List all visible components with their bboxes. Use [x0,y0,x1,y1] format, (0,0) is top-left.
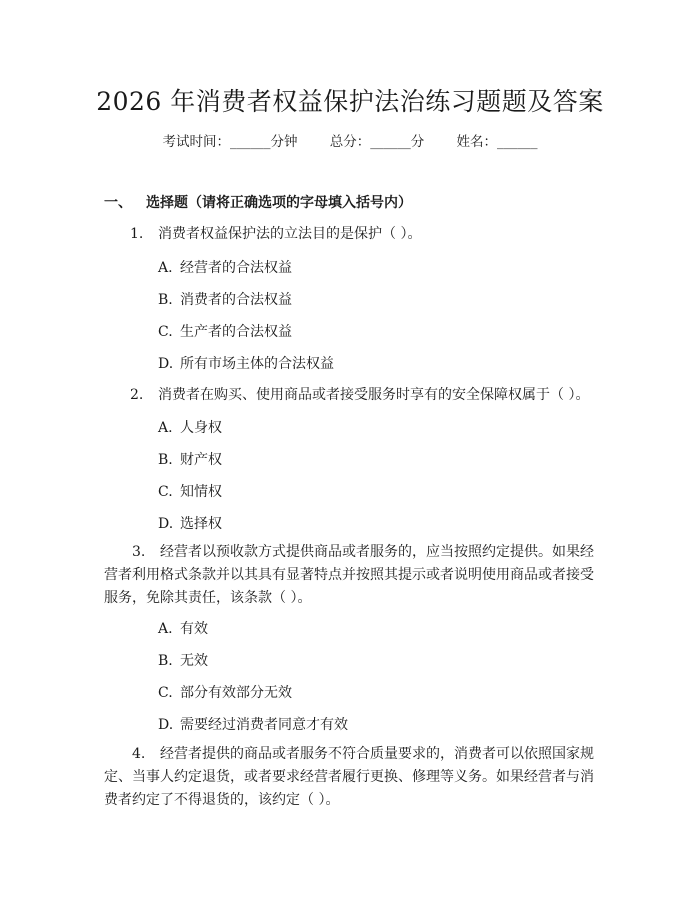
option-1c [158,321,292,341]
page-title: 2026 年消费者权益保护法治练习题题及答案 [96,87,604,116]
option-2d [158,513,222,533]
option-text: 生产者的合法权益 [180,324,292,340]
question-number: 3. [132,544,146,560]
option-text: 人身权 [180,420,222,436]
option-text: 无效 [180,653,208,669]
exam-meta [0,130,700,150]
question-text: 经营者以预收款方式提供商品或者服务的，应当按照约定提供。如果经营者利用格式条款并以其具有显著特点并按照其提示或者说明使用商品或者接受服务，免除其责任，该条款（ ）。 [104,544,594,606]
option-1d [158,353,334,373]
option-letter: D. [158,717,174,733]
question-text: 消费者权益保护法的立法目的是保护（ ）。 [158,226,422,242]
option-letter: D. [158,356,174,372]
total-score: 总分：______分 [329,134,425,150]
option-letter: B. [158,292,173,308]
option-text: 所有市场主体的合法权益 [180,356,334,372]
question-number: 2. [130,387,144,403]
option-text: 经营者的合法权益 [180,260,292,276]
option-2a [158,417,222,437]
option-text: 需要经过消费者同意才有效 [180,717,348,733]
option-text: 消费者的合法权益 [180,292,292,308]
option-2c [158,481,222,501]
option-3c [158,682,292,702]
question-number: 4. [132,746,146,762]
section-number: 一、 [104,195,132,211]
question-text: 经营者提供的商品或者服务不符合质量要求的，消费者可以依照国家规定、当事人约定退货，或者要求经营者履行更换、修理等义务。如果经营者与消费者约定了不得退货的，该约定（ ）。 [104,746,594,808]
option-letter: C. [158,324,173,340]
option-1b [158,289,292,309]
student-name: 姓名：______ [456,134,538,150]
option-letter: B. [158,653,173,669]
question-4 [104,743,604,812]
option-3a [158,618,208,638]
question-2 [130,384,589,404]
option-letter: C. [158,685,173,701]
option-text: 有效 [180,621,208,637]
question-number: 1. [130,226,144,242]
option-letter: A. [158,260,173,276]
option-text: 选择权 [180,516,222,532]
question-1 [130,223,421,243]
option-text: 部分有效部分无效 [180,685,292,701]
option-1a [158,257,292,277]
option-letter: B. [158,452,173,468]
section-heading [104,192,412,212]
question-3 [104,541,604,610]
question-text: 消费者在购买、使用商品或者接受服务时享有的安全保障权属于（ ）。 [158,387,590,403]
option-3b [158,650,208,670]
option-text: 知情权 [180,484,222,500]
option-text: 财产权 [180,452,222,468]
option-letter: A. [158,621,173,637]
option-3d [158,714,348,734]
exam-time: 考试时间：______分钟 [162,134,298,150]
option-2b [158,449,222,469]
section-label: 选择题（请将正确选项的字母填入括号内） [146,195,412,211]
option-letter: D. [158,516,174,532]
option-letter: A. [158,420,173,436]
option-letter: C. [158,484,173,500]
